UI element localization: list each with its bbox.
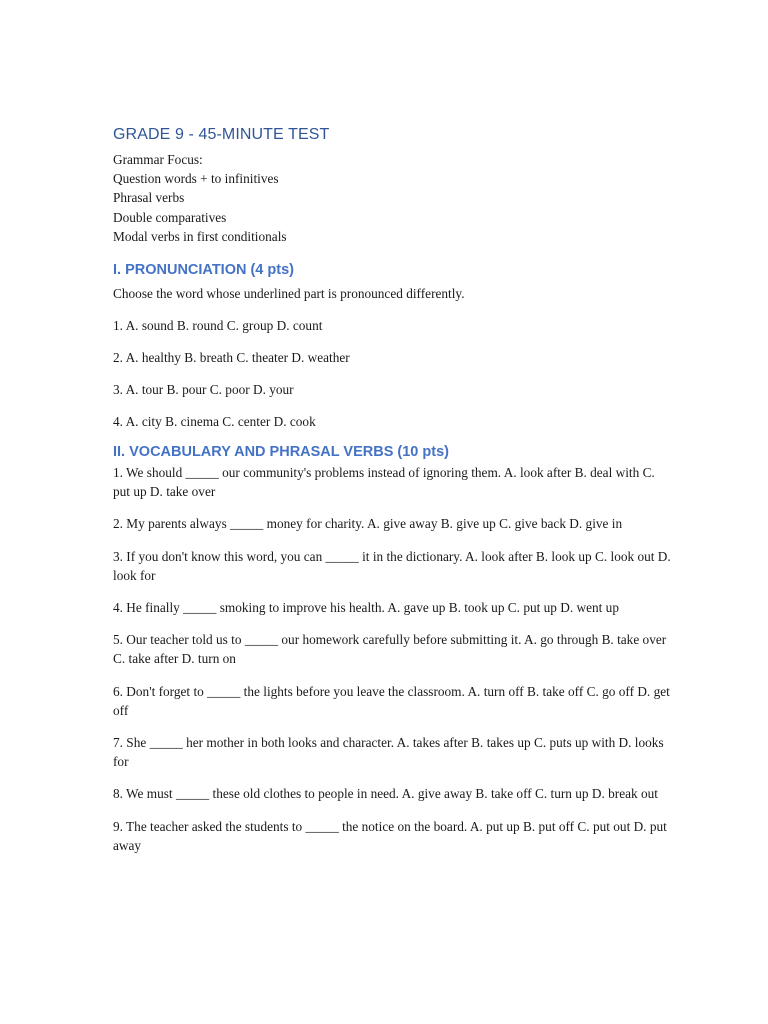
- vocabulary-question-9: 9. The teacher asked the students to _____ the notice on the board. A. put up B. put off C. put out D. put away: [113, 818, 667, 853]
- grammar-focus-item: Question words + to infinitives: [113, 171, 279, 187]
- vocabulary-question-2: 2. My parents always _____ money for charity. A. give away B. give up C. give back D. give in: [113, 516, 623, 532]
- section-heading-pronunciation: I. PRONUNCIATION (4 pts): [113, 262, 294, 279]
- vocabulary-question-4: 4. He finally _____ smoking to improve his health. A. gave up B. took up C. put up D. went up: [113, 600, 619, 616]
- pronunciation-question-4: 4. A. city B. cinema C. center D. cook: [113, 414, 316, 430]
- grammar-focus-label: Grammar Focus:: [113, 152, 203, 167]
- document-content: [113, 126, 673, 868]
- section-heading-vocabulary: II. VOCABULARY AND PHRASAL VERBS (10 pts): [113, 444, 449, 461]
- pronunciation-section: [113, 262, 673, 431]
- grammar-focus-block: [113, 150, 673, 246]
- pronunciation-question-1: 1. A. sound B. round C. group D. count: [113, 318, 323, 334]
- pronunciation-question-3: 3. A. tour B. pour C. poor D. your: [113, 382, 294, 398]
- vocabulary-question-7: 7. She _____ her mother in both looks and character. A. takes after B. takes up C. puts up with D. looks for: [113, 735, 664, 770]
- grammar-focus-item: Phrasal verbs: [113, 190, 185, 206]
- vocabulary-question-3: 3. If you don't know this word, you can _____ it in the dictionary. A. look after B. look up C. look out D. look for: [113, 548, 671, 583]
- pronunciation-question-2: 2. A. healthy B. breath C. theater D. weather: [113, 350, 350, 366]
- vocabulary-question-8: 8. We must _____ these old clothes to people in need. A. give away B. take off C. turn up D. break out: [113, 786, 658, 802]
- page-title: GRADE 9 - 45-MINUTE TEST: [113, 126, 330, 143]
- vocabulary-question-1: 1. We should _____ our community's problems instead of ignoring them. A. look after B. deal with C. put up D. take over: [113, 465, 655, 500]
- section-instruction: Choose the word whose underlined part is pronounced differently.: [113, 286, 465, 302]
- grammar-focus-item: Double comparatives: [113, 209, 227, 225]
- vocabulary-section: [113, 444, 673, 855]
- grammar-focus-item: Modal verbs in first conditionals: [113, 228, 287, 244]
- vocabulary-question-list: [113, 463, 673, 855]
- vocabulary-question-6: 6. Don't forget to _____ the lights before you leave the classroom. A. turn off B. take off C. go off D. get off: [113, 683, 670, 718]
- vocabulary-question-5: 5. Our teacher told us to _____ our homework carefully before submitting it. A. go through B. take over C. take after D. turn on: [113, 632, 667, 667]
